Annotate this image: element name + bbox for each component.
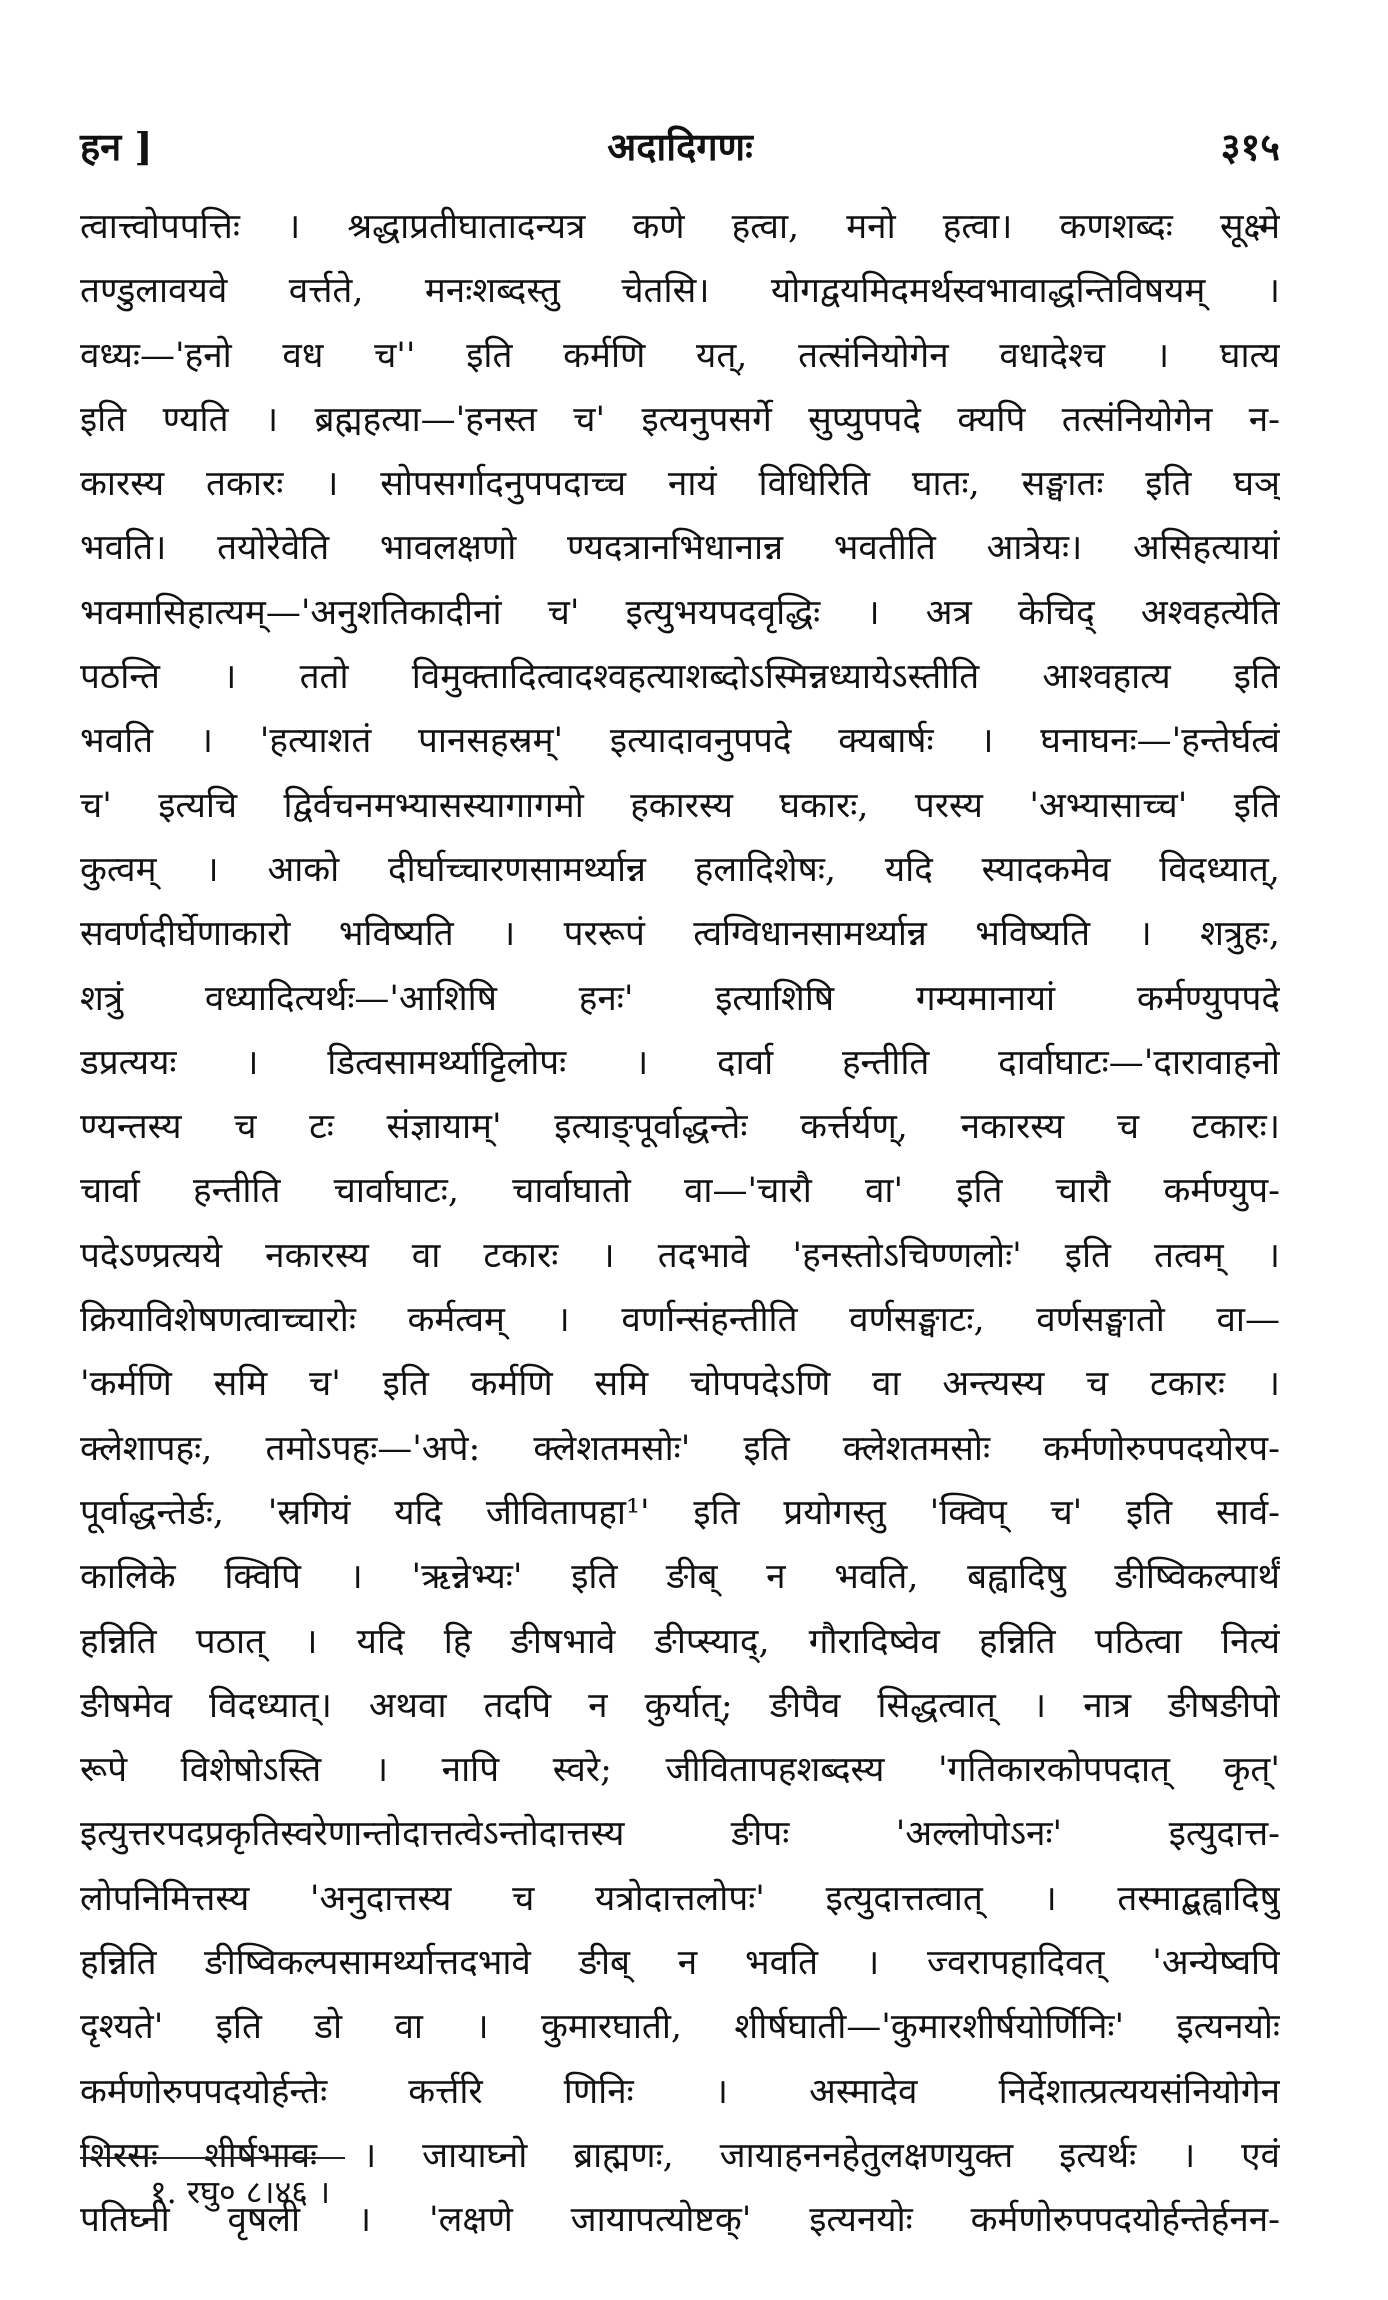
text-line: चार्वा हन्तीति चार्वाघाटः, चार्वाघातो वा—'चारौ वा' इति चारौ कर्मण्युप- <box>80 1171 1280 1212</box>
text-line: ङीषमेव विदध्यात्। अथवा तदपि न कुर्यात्; ङीपैव सिद्धत्वात् । नात्र ङीषङीपो <box>80 1685 1280 1726</box>
text-line: कालिके क्विपि । 'ऋन्नेभ्यः' इति ङीब् न भवति, बह्वादिषु ङीष्विकल्पार्थं <box>80 1557 1280 1598</box>
text-line: च' इत्यचि द्विर्वचनमभ्यासस्यागागमो हकारस्य घकारः, परस्य 'अभ्यासाच्च' इति <box>80 785 1280 826</box>
footnote: १. रघु० ८।४६ । <box>150 2173 331 2211</box>
text-line: ण्यन्तस्य च टः संज्ञायाम्' इत्याङ्पूर्वाद्धन्तेः कर्त्तर्यण्, नकारस्य च टकारः। <box>80 1107 1280 1148</box>
text-line: भवति। तयोरेवेति भावलक्षणो ण्यदत्रानभिधानान्न भवतीति आत्रेयः। असिहत्यायां <box>80 528 1280 569</box>
text-line: भवमासिहात्यम्—'अनुशतिकादीनां च' इत्युभयपदवृद्धिः । अत्र केचिद् अश्वहत्येति <box>80 592 1280 633</box>
header-left-running-title: हन ] <box>80 124 153 169</box>
text-line: डप्रत्ययः । डित्वसामर्थ्याट्टिलोपः । दार्वा हन्तीति दार्वाघाटः—'दारावाहनो <box>80 1042 1280 1083</box>
text-line: पतिघ्नी वृषली । 'लक्षणे जायापत्योष्टक्' इत्यनयोः कर्मणोरुपपदयोर्हन्तेर्हनन- <box>80 2200 1280 2241</box>
text-line: 'कर्मणि समि च' इति कर्मणि समि चोपपदेऽणि वा अन्त्यस्य च टकारः । <box>80 1364 1280 1405</box>
text-line: शत्रुं वध्यादित्यर्थः—'आशिषि हनः' इत्याशिषि गम्यमानायां कर्मण्युपपदे <box>80 978 1280 1019</box>
footnote-divider <box>80 2157 345 2159</box>
header-chapter-title: अदादिगणः <box>607 124 753 169</box>
text-line: इत्युत्तरपदप्रकृतिस्वरेणान्तोदात्तत्वेऽन्तोदात्तस्य ङीपः 'अल्लोपोऽनः' इत्युदात्त- <box>80 1814 1280 1855</box>
main-text <box>80 195 1280 2253</box>
text-line: तण्डुलावयवे वर्त्तते, मनःशब्दस्तु चेतसि। योगद्वयमिदमर्थस्वभावाद्धन्तिविषयम् । <box>80 271 1280 312</box>
text-line: कर्मणोरुपपदयोर्हन्तेः कर्त्तरि णिनिः । अस्मादेव निर्देशात्प्रत्ययसंनियोगेन <box>80 2071 1280 2112</box>
text-line: हन्निति ङीष्विकल्पसामर्थ्यात्तदभावे ङीब् न भवति । ज्वरापहादिवत् 'अन्येष्वपि <box>80 1943 1280 1984</box>
text-line: पदेऽण्प्रत्यये नकारस्य वा टकारः । तदभावे 'हनस्तोऽचिण्णलोः' इति तत्वम् । <box>80 1235 1280 1276</box>
text-line: हन्निति पठात् । यदि हि ङीषभावे ङीप्स्याद्, गौरादिष्वेव हन्निति पठित्वा नित्यं <box>80 1621 1280 1662</box>
text-line: शिरसः शीर्षभावः । जायाघ्नो ब्राह्मणः, जायाहननहेतुलक्षणयुक्त इत्यर्थः । एवं <box>80 2135 1280 2176</box>
text-line: इति ण्यति । ब्रह्महत्या—'हनस्त च' इत्यनुपसर्गे सुप्युपपदे क्यपि तत्संनियोगेन न- <box>80 399 1280 440</box>
text-line: लोपनिमित्तस्य 'अनुदात्तस्य च यत्रोदात्तलोपः' इत्युदात्तत्वात् । तस्माद्बह्वादिषु <box>80 1878 1280 1919</box>
text-line: कारस्य तकारः । सोपसर्गादनुपपदाच्च नायं विधिरिति घातः, सङ्घातः इति घञ् <box>80 464 1280 505</box>
page-number: ३१५ <box>1220 124 1280 169</box>
text-line: वध्यः—'हनो वध च'' इति कर्मणि यत्, तत्संनियोगेन वधादेश्च । घात्य <box>80 335 1280 376</box>
text-line: दृश्यते' इति डो वा । कुमारघाती, शीर्षघाती—'कुमारशीर्षयोर्णिनिः' इत्यनयोः <box>80 2007 1280 2048</box>
text-line: पूर्वाद्धन्तेर्डः, 'स्रगियं यदि जीवितापहा¹' इति प्रयोगस्तु 'क्विप् च' इति सार्व- <box>80 1492 1280 1533</box>
text-line: रूपे विशेषोऽस्ति । नापि स्वरे; जीवितापहशब्दस्य 'गतिकारकोपपदात् कृत्' <box>80 1750 1280 1791</box>
text-line: कुत्वम् । आको दीर्घाच्चारणसामर्थ्यान्न हलादिशेषः, यदि स्यादकमेव विदध्यात्, <box>80 849 1280 890</box>
text-line: क्लेशापहः, तमोऽपहः—'अपे: क्लेशतमसोः' इति क्लेशतमसोः कर्मणोरुपपदयोरप- <box>80 1428 1280 1469</box>
text-line: भवति । 'हत्याशतं पानसहस्रम्' इत्यादावनुपपदे क्यबार्षः । घनाघनः—'हन्तेर्घत्वं <box>80 721 1280 762</box>
text-line: पठन्ति । ततो विमुक्तादित्वादश्वहत्याशब्दोऽस्मिन्नध्यायेऽस्तीति आश्वहात्य इति <box>80 657 1280 698</box>
text-line: क्रियाविशेषणत्वाच्चारोः कर्मत्वम् । वर्णान्संहन्तीति वर्णसङ्घाटः, वर्णसङ्घातो वा— <box>80 1300 1280 1341</box>
page-header <box>80 120 1280 170</box>
text-line: सवर्णदीर्घेणाकारो भविष्यति । पररूपं त्वग्विधानसामर्थ्यान्न भविष्यति । शत्रुहः, <box>80 914 1280 955</box>
text-line: त्वात्त्वोपपत्तिः । श्रद्धाप्रतीघातादन्यत्र कणे हत्वा, मनो हत्वा। कणशब्दः सूक्ष्मे <box>80 207 1280 247</box>
